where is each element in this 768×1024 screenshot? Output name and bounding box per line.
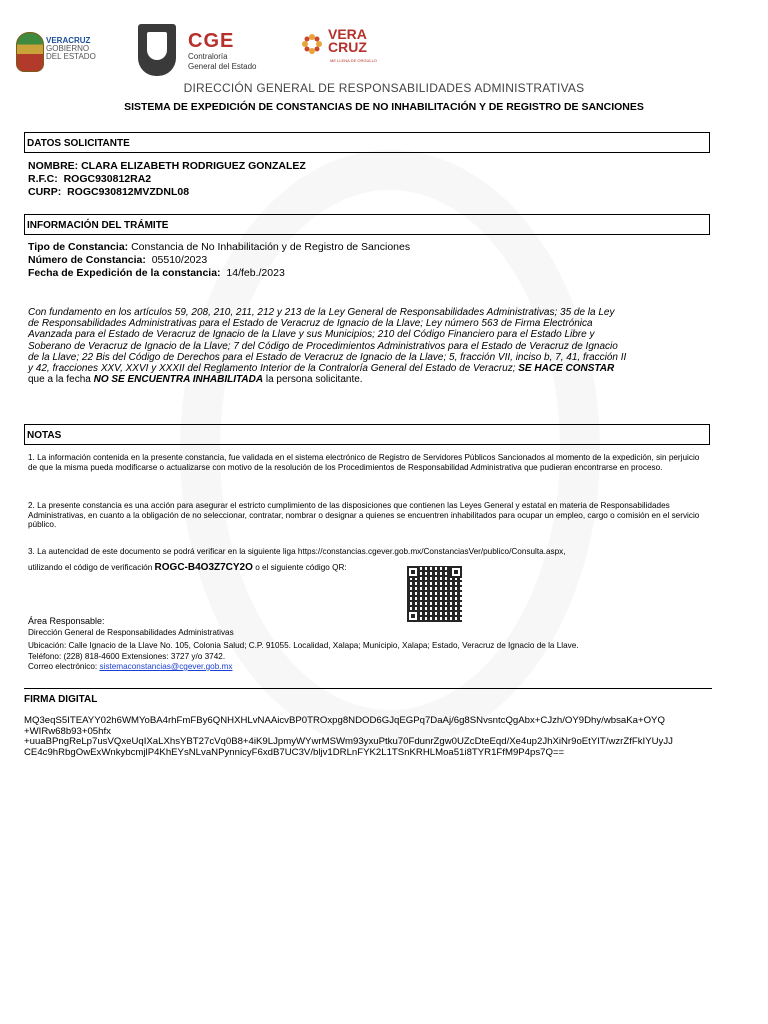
divider bbox=[24, 688, 712, 689]
veracruz-logo-text bbox=[46, 37, 96, 61]
fundamento-line: de la Llave; 22 Bis del Código de Derechos para el Estado de Veracruz de Ignacio de la Llave; 5, fracción VII, inciso b, 7, 41, fracción II bbox=[28, 351, 627, 363]
veracruz-logo-line2: GOBIERNO bbox=[46, 44, 90, 53]
nota-1: 1. La información contenida en la presente constancia, fue validada en el sistema electrónico de Registro de Servidores Públicos Sancionados al momento de la expedición, sin perjuicio de que la misma pueda modificarse o actualizarse con motivo de la resolución de los Procedimientos de Responsabilidad Administrativa que pudieran encontrarse en proceso. bbox=[28, 453, 700, 472]
section-informacion-tramite: INFORMACIÓN DEL TRÁMITE bbox=[24, 214, 710, 235]
area-label: Área Responsable: bbox=[28, 616, 105, 626]
nota-3-line2 bbox=[28, 563, 347, 573]
numero-label: Número de Constancia: bbox=[28, 254, 146, 266]
vc-logo-tagline: ME LLENA DE ORGULLO bbox=[330, 58, 377, 63]
vera-cruz-logo-text bbox=[328, 28, 367, 54]
fundamento-text: y 42, fracciones XXV, XXVI y XXXII del Reglamento Interior de la Contraloría General del Estado de Veracruz; bbox=[28, 363, 516, 375]
cge-logo-subtitle bbox=[188, 52, 257, 72]
firma-line: +uuaBPngReLp7usVQxeUqIXaLXhsYBT27cVq0B8+4iK9LJpmyWYwrMSWm93yxuPtku70FdunrZgw0UZcDteEqd/Xe4up2JhXiNr9oEtYIT/wzrZfFkIYUyJJ bbox=[24, 736, 673, 747]
se-hace-constar: SE HACE CONSTAR bbox=[518, 363, 615, 375]
solicitante-curp bbox=[28, 187, 189, 198]
email-link[interactable]: sistemaconstancias@cgever.gob.mx bbox=[99, 662, 233, 671]
page-title: DIRECCIÓN GENERAL DE RESPONSABILIDADES ADMINISTRATIVAS bbox=[183, 81, 585, 95]
section-datos-solicitante: DATOS SOLICITANTE bbox=[24, 132, 710, 153]
fecha-value: 14/feb./2023 bbox=[226, 267, 285, 279]
area-correo bbox=[28, 662, 232, 672]
area-ubicacion: Ubicación: Calle Ignacio de la Llave No. 105, Colonia Salud; C.P. 91055. Localidad, Xalapa; Municipio, Xalapa; Estado, Veracruz de Ignacio de la Llave. bbox=[28, 641, 579, 650]
fundamento-line bbox=[28, 363, 704, 374]
vc-logo-line2: CRUZ bbox=[328, 39, 367, 55]
cge-logo-sub1: Contraloría bbox=[188, 52, 228, 61]
firma-title: FIRMA DIGITAL bbox=[24, 694, 98, 705]
verification-code: ROGC-B4O3Z7CY2O bbox=[154, 562, 253, 573]
rfc-value: ROGC930812RA2 bbox=[63, 173, 152, 185]
fundamento-line: de Responsabilidades Administrativas para el Estado de Veracruz de Ignacio de la Llave; Ley número 563 de Firma Electrónica bbox=[28, 318, 593, 330]
qr-finder bbox=[450, 566, 462, 578]
veracruz-logo-line1: VERACRUZ bbox=[46, 36, 91, 45]
cge-logo-title: CGE bbox=[188, 30, 235, 52]
fundamento-paragraph bbox=[28, 307, 704, 385]
solicitante-rfc bbox=[28, 174, 151, 185]
fundamento-text: la persona solicitante. bbox=[265, 374, 363, 386]
veracruz-shield-icon bbox=[16, 32, 44, 72]
fundamento-text: que a la fecha bbox=[28, 374, 91, 386]
firma-line: CE4c9hRbgOwExWnkybcmjlP4KhEYsNLvaNPynnicyF6xdB7UC3V/bljv1DRLnFYK2L1TSnKRHLMoa51i8TYR1FfM9P4ps7Q== bbox=[24, 746, 565, 758]
curp-label: CURP: bbox=[28, 186, 62, 198]
fundamento-line bbox=[28, 374, 704, 385]
fundamento-line: Avanzada para el Estado de Veracruz de Ignacio de la Llave y sus Municipios; 210 del Código Financiero para el Estado Libre y bbox=[28, 329, 595, 341]
nota-3-text: utilizando el código de verificación bbox=[28, 563, 153, 572]
qr-code[interactable] bbox=[407, 566, 462, 622]
tipo-value: Constancia de No Inhabilitación y de Registro de Sanciones bbox=[131, 241, 411, 253]
firma-line: MQ3eqS5ITEAYY02h6WMYoBA4rhFmFBy6QNHXHLvNAAicvBP0TROxpg8NDOD6GJqEGPq7DaAj/6g8SNvsntcQgAbx+CJzh/OY9Dhy/wbsaKa+OYQ bbox=[24, 715, 665, 726]
fundamento-line: Soberano de Veracruz de Ignacio de la Llave; 7 del Código de Procedimientos Administrativos para el Estado de Veracruz de Ignacio bbox=[28, 340, 618, 352]
area-telefono: Teléfono: (228) 818-4600 Extensiones: 3727 y/o 3742. bbox=[28, 652, 226, 661]
tramite-fecha bbox=[28, 268, 285, 279]
solicitante-nombre: NOMBRE: CLARA ELIZABETH RODRIGUEZ GONZALEZ bbox=[28, 160, 306, 172]
curp-value: ROGC930812MVZDNL08 bbox=[67, 186, 190, 198]
firma-digital-text bbox=[24, 716, 740, 758]
veracruz-flower-icon bbox=[300, 32, 324, 56]
vc-logo-line1: VERA bbox=[328, 26, 367, 42]
page-subtitle: SISTEMA DE EXPEDICIÓN DE CONSTANCIAS DE NO INHABILITACIÓN Y DE REGISTRO DE SANCIONES bbox=[124, 101, 644, 113]
fecha-label: Fecha de Expedición de la constancia: bbox=[28, 267, 221, 279]
background-watermark bbox=[180, 150, 600, 750]
section-notas: NOTAS bbox=[24, 424, 710, 445]
no-inhabilitada: NO SE ENCUENTRA INHABILITADA bbox=[93, 374, 264, 386]
nota-3-text: o el siguiente código QR: bbox=[255, 563, 347, 572]
nota-2: 2. La presente constancia es una acción para asegurar el estricto cumplimiento de las disposiciones que contienen las Leyes General y estatal en materia de Responsabilidades Administrativas, en cuanto a la obligación de no seleccionar, contratar, nombrar o designar a quienes se encuentren inhabilitados para ocupar un empleo, cargo o comisión en el servicio público. bbox=[28, 501, 700, 529]
fundamento-line: Con fundamento en los artículos 59, 208, 210, 211, 212 y 213 de la Ley General de Responsabilidades Administrativas; 35 de la Ley bbox=[28, 307, 615, 318]
tipo-label: Tipo de Constancia: bbox=[28, 241, 129, 253]
qr-finder bbox=[407, 566, 419, 578]
qr-finder bbox=[407, 610, 419, 622]
numero-value: 05510/2023 bbox=[151, 254, 208, 266]
tramite-numero bbox=[28, 255, 207, 266]
area-nombre: Dirección General de Responsabilidades Administrativas bbox=[28, 628, 234, 637]
nota-3-line1: 3. La autencidad de este documento se podrá verificar en la siguiente liga https://constancias.cgever.gob.mx/ConstanciasVer/publico/Consulta.aspx, bbox=[28, 547, 566, 556]
rfc-label: R.F.C: bbox=[28, 173, 58, 185]
firma-line: +WIRw68b93+05hfx bbox=[24, 725, 111, 737]
cge-shield-icon bbox=[138, 24, 176, 76]
veracruz-logo-line3: DEL ESTADO bbox=[46, 52, 96, 61]
tramite-tipo bbox=[28, 242, 410, 253]
correo-label: Correo electrónico: bbox=[28, 662, 98, 671]
cge-logo-sub2: General del Estado bbox=[188, 62, 257, 71]
